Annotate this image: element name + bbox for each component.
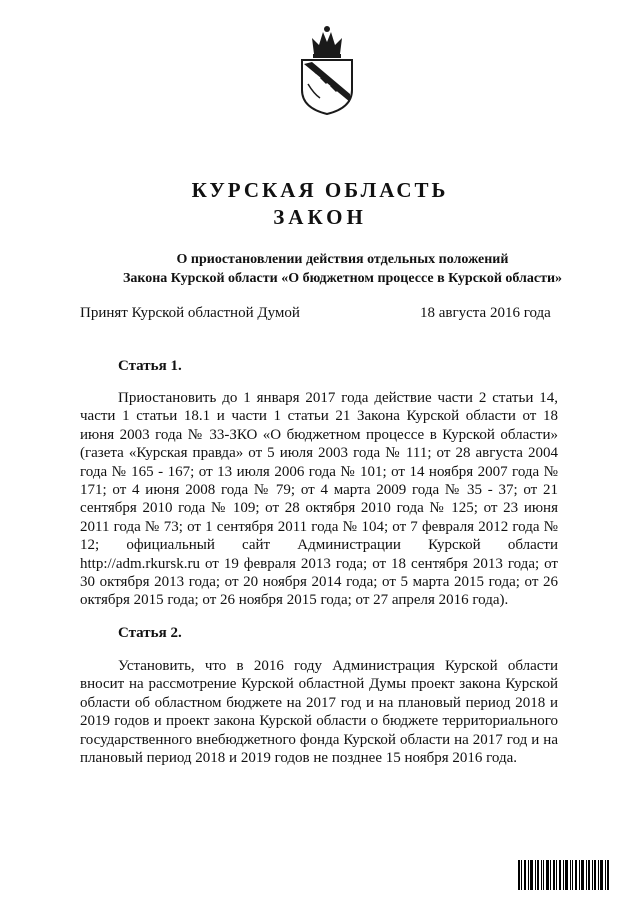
coat-of-arms-icon [296, 24, 358, 116]
article-1-title: Статья 1. [118, 358, 182, 374]
law-subject-line-1: О приостановлении действия отдельных положений [176, 252, 509, 267]
adoption-date: 18 августа 2016 года [420, 305, 551, 321]
region-name: КУРСКАЯ ОБЛАСТЬ [191, 178, 449, 202]
law-subject-line-2: Закона Курской области «О бюджетном процессе в Курской области» [122, 271, 563, 286]
article-2-title: Статья 2. [118, 625, 182, 641]
barcode-icon [518, 860, 610, 890]
adopted-by: Принят Курской областной Думой [80, 305, 300, 321]
article-2-text: Установить, что в 2016 году Администрация Курской области вносит на рассмотрение Курской областной Думы проект закона Курской области об областном бюджете на 2017 год и на плановый период 2018 и 2019 годов и проект закона Курской области о бюджете территориального государственного внебюджетного фонда Курской области на 2017 год и на плановый период 2018 и 2019 годов не позднее 15 ноября 2016 года. [80, 658, 558, 767]
document-type: ЗАКОН [273, 205, 367, 229]
article-1-text: Приостановить до 1 января 2017 года действие части 2 статьи 14, части 1 статьи 18.1 и части 1 статьи 21 Закона Курской области от 18 июня 2003 года № 33-ЗКО «О бюджетном процессе в Курской области» (газета «Курская правда» от 5 июля 2003 года № 111; от 28 августа 2004 года № 165 - 167; от 13 июля 2006 года № 101; от 14 ноября 2007 года № 171; от 4 июня 2008 года № 79; от 4 марта 2009 года № 35 - 37; от 21 сентября 2010 года № 109; от 28 октября 2010 года № 125; от 23 июня 2011 года № 73; от 1 сентября 2011 года № 104; от 7 февраля 2012 года № 12; официальный сайт Администрации Курской области http://adm.rkursk.ru от 19 февраля 2013 года; от 18 сентября 2013 года; от 30 октября 2013 года; от 20 ноября 2014 года; от 5 марта 2015 года; от 26 октября 2015 года; от 26 ноября 2015 года; от 27 апреля 2016 года). [80, 390, 558, 609]
